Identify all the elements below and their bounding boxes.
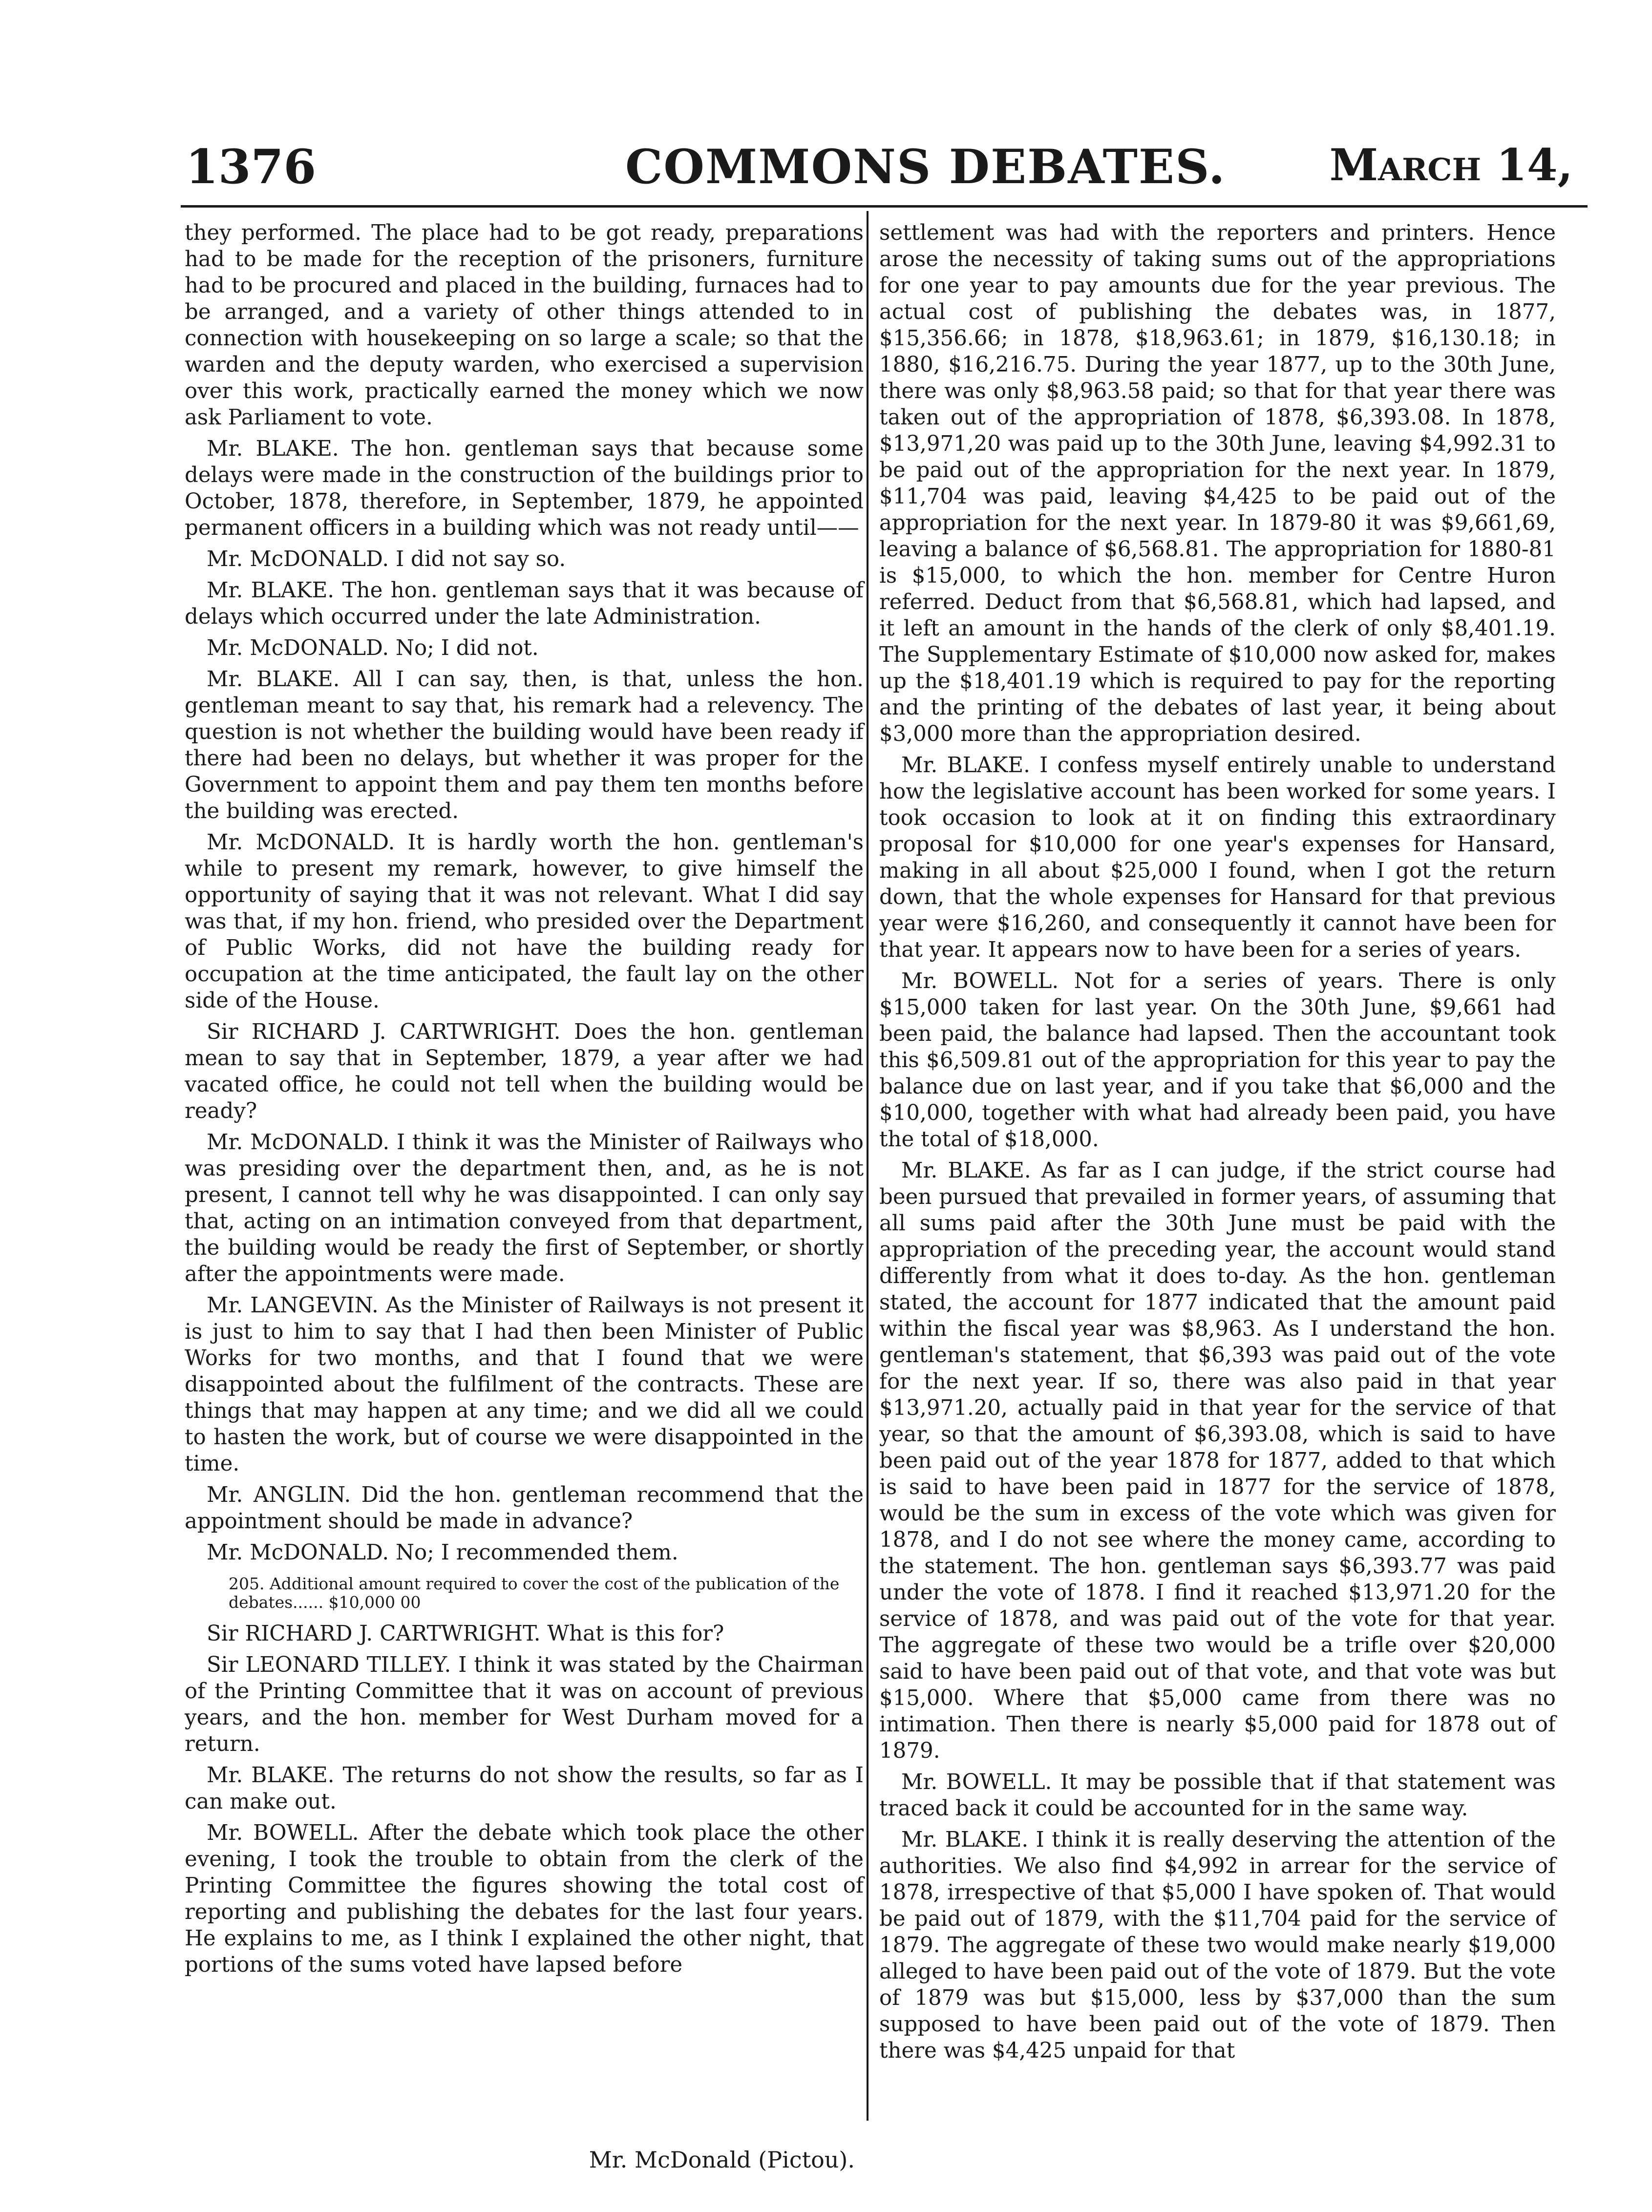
page-number: 1376 (186, 139, 317, 194)
paragraph: Mr. BLAKE. As far as I can judge, if the strict course had been pursued that prevailed in former years, of assuming that all sums paid after the 30th June must be paid with the appropriation of the preceding year, the account would stand differently from what it does to-day. As the hon. gentleman stated, the account for 1877 indicated that the amount paid within the fiscal year was $8,963. As I understand the hon. gentleman's statement, that $6,393 was paid out of the vote for the next year. If so, there was also paid in that year $13,971.20, actually paid in that year for the service of that year, so that the amount of $6,393.08, which is said to have been paid out of the year 1878 for 1877, added to that which is said to have been paid in 1877 for the service of 1878, would be the sum in excess of the vote which was given for 1878, and I do not see where the money came, according to the statement. The hon. gentleman says $6,393.77 was paid under the vote of 1878. I find it reached $13,971.20 for the service of 1878, and was paid out of the vote for that year. The aggregate of these two would be a trifle over $20,000 said to have been paid out of that vote, and that vote was but $15,000. Where that $5,000 came from there was no intimation. Then there is nearly $5,000 paid for 1878 out of 1879. (879, 1159, 1556, 1763)
paragraph: Mr. BOWELL. Not for a series of years. There is only $15,000 taken for last year. On the 30th June, $9,661 had been paid, the balance had lapsed. Then the accountant took this $6,509.81 out of the appropriation for this year to pay the balance due on last year, and if you take that $6,000 and the $10,000, together with what had already been paid, you have the total of $18,000. (879, 969, 1556, 1152)
paragraph: Sir RICHARD J. CARTWRIGHT. What is this for? (207, 1622, 724, 1646)
paragraph: Mr. McDONALD. It is hardly worth the hon. gentleman's while to present my remark, however, to give himself the opportunity of saying that it was not relevant. What I did say was that, if my hon. friend, who presided over the Department of Public Works, did not have the building ready for occupation at the time anticipated, the fault lay on the other side of the House. (185, 830, 864, 1013)
paragraph: Sir LEONARD TILLEY. I think it was stated by the Chairman of the Printing Committee that it was on account of previous years, and the hon. member for West Durham moved for a return. (185, 1653, 864, 1756)
publication-title: COMMONS DEBATES. (625, 139, 1226, 194)
paragraph: Mr. BOWELL. After the debate which took place the other evening, I took the trouble to obtain from the clerk of the Printing Committee the figures showing the total cost of reporting and publishing the debates for the last four years. He explains to me, as I think I explained the other night, that portions of the sums voted have lapsed before (185, 1821, 864, 1977)
paragraph: Mr. BLAKE. The returns do not show the results, so far as I can make out. (185, 1763, 864, 1814)
paragraph: Mr. BOWELL. It may be possible that if that statement was traced back it could be accounted for in the same way. (879, 1770, 1556, 1821)
paragraph: Mr. BLAKE. All I can say, then, is that, unless the hon. gentleman meant to say that, his remark had a relevency. The question is not whether the building would have been ready if there had been no delays, but whether it was proper for the Government to appoint them and pay them ten months before the building was erected. (185, 667, 864, 823)
header-rule (181, 205, 1588, 208)
paragraph: Sir RICHARD J. CARTWRIGHT. Does the hon. gentleman mean to say that in September, 1879, a year after we had vacated office, he could not tell when the building would be ready? (185, 1020, 864, 1123)
page-date: March 14, (1329, 139, 1573, 191)
paragraph: Mr. ANGLIN. Did the hon. gentleman recommend that the appointment should be made in advance? (185, 1483, 864, 1534)
paragraph: Mr. McDONALD. No; I did not. (207, 636, 539, 660)
paragraph: Mr. McDONALD. I think it was the Minister of Railways who was presiding over the department then, and, as he is not present, I cannot tell why he was disappointed. I can only say that, acting on an intimation conveyed from that department, the building would be ready the first of September, or shortly after the appointments were made. (185, 1130, 864, 1286)
estimate-item: 205. Additional amount required to cover the cost of the publication of the debates...... $10,000 00 (229, 1574, 840, 1612)
paragraph: Mr. BLAKE. The hon. gentleman says that it was because of delays which occurred under the late Administration. (185, 578, 864, 629)
paragraph: they performed. The place had to be got ready, preparations had to be made for the reception of the prisoners, furniture had to be procured and placed in the building, furnaces had to be arranged, and a variety of other things attended to in connection with housekeeping on so large a scale; so that the warden and the deputy warden, who exercised a supervision over this work, practically earned the money which we now ask Parliament to vote. (185, 221, 864, 430)
right-column (879, 220, 1556, 2069)
paragraph: Mr. BLAKE. I think it is really deserving the attention of the authorities. We also find $4,992 in arrear for the service of 1878, irrespective of that $5,000 I have spoken of. That would be paid out of 1879, with the $11,704 paid for the service of 1879. The aggregate of these two would make nearly $19,000 alleged to have been paid out of the vote of 1879. But the vote of 1879 was but $15,000, less by $37,000 than the sum supposed to have been paid out of the vote of 1879. Then there was $4,425 unpaid for that (879, 1828, 1556, 2063)
paragraph: Mr. McDONALD. No; I recommended them. (207, 1540, 678, 1565)
paragraph: Mr. BLAKE. I confess myself entirely unable to understand how the legislative account has been worked for some years. I took occasion to look at it on finding this extraordinary proposal for $10,000 for one year's expenses for Hansard, making in all about $25,000 I found, when I got the return down, that the whole expenses for Hansard for that previous year were $16,260, and consequently it cannot have been for that year. It appears now to have been for a series of years. (879, 753, 1556, 962)
paragraph: Mr. LANGEVIN. As the Minister of Railways is not present it is just to him to say that I had then been Minister of Public Works for two months, and that I found that we were disappointed about the fulfilment of the contracts. These are things that may happen at any time; and we did all we could to hasten the work, but of course we were disappointed in the time. (185, 1293, 864, 1476)
paragraph: settlement was had with the reporters and printers. Hence arose the necessity of taking sums out of the appropriations for one year to pay amounts due for the year previous. The actual cost of publishing the debates was, in 1877, $15,356.66; in 1878, $18,963.61; in 1879, $16,130.18; in 1880, $16,216.75. During the year 1877, up to the 30th June, there was only $8,963.58 paid; so that for that year there was taken out of the appropriation of 1878, $6,393.08. In 1878, $13,971,20 was paid up to the 30th June, leaving $4,992.31 to be paid out of the appropriation for the next year. In 1879, $11,704 was paid, leaving $4,425 to be paid out of the appropriation for the next year. In 1879-80 it was $9,661,69, leaving a balance of $6,568.81. The appropriation for 1880-81 is $15,000, to which the hon. member for Centre Huron referred. Deduct from that $6,568.81, which had lapsed, and it left an amount in the hands of the clerk of only $8,401.19. The Supplementary Estimate of $10,000 now asked for, makes up the $18,401.19 which is required to pay for the reporting and the printing of the debates of last year, it being about $3,000 more than the appropriation desired. (879, 221, 1556, 746)
page-header (176, 139, 1592, 212)
paragraph: Mr. McDONALD. I did not say so. (207, 547, 566, 571)
page-footer: Mr. McDonald (Pictou). (589, 2147, 855, 2173)
column-divider (867, 211, 868, 2121)
left-column (185, 220, 864, 1983)
paragraph: Mr. BLAKE. The hon. gentleman says that because some delays were made in the construction of the buildings prior to October, 1878, therefore, in September, 1879, he appointed permanent officers in a building which was not ready until—— (185, 437, 864, 540)
